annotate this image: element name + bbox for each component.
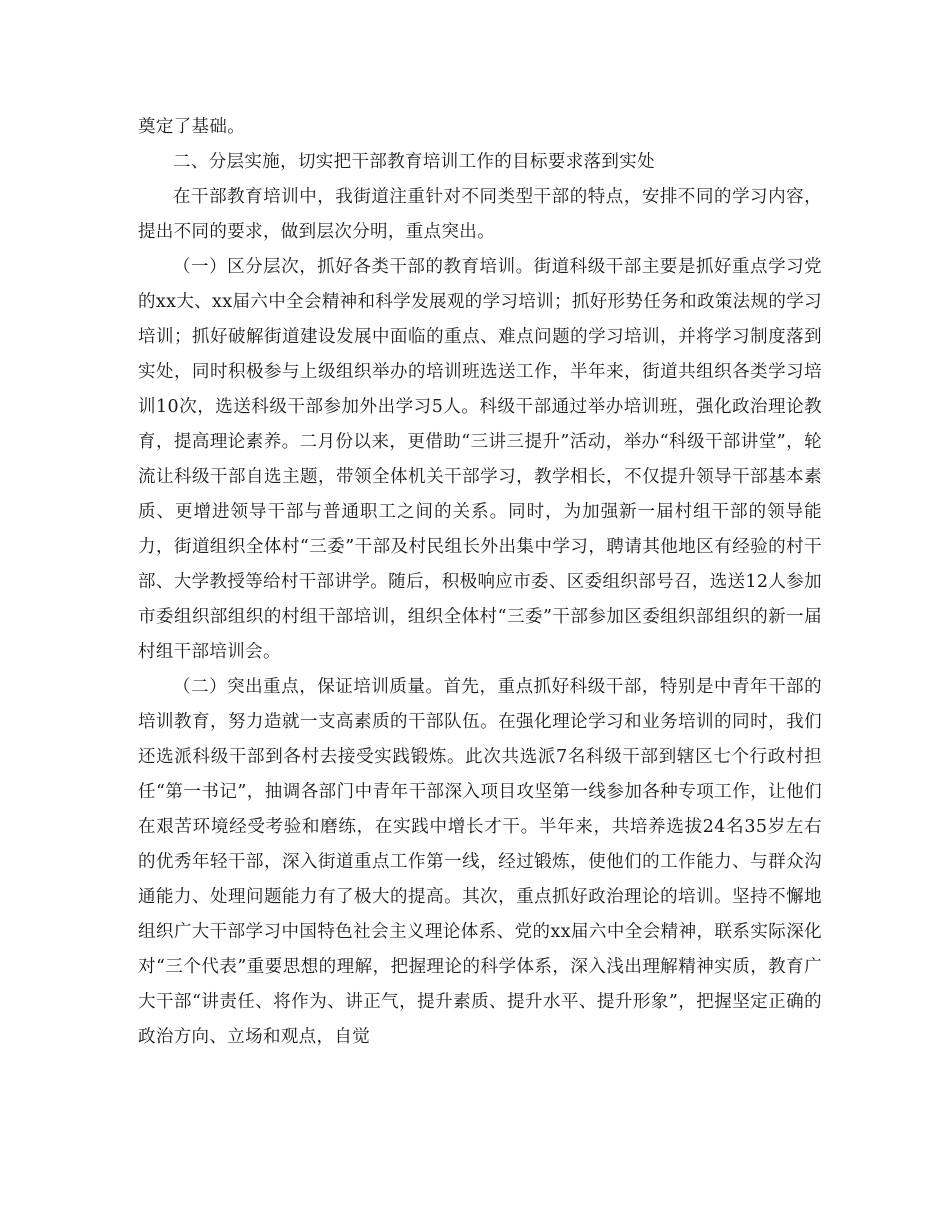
paragraph-key-points: （二）突出重点，保证培训质量。首先，重点抓好科级干部，特别是中青年干部的培训教育，努力造就一支高素质的干部队伍。在强化理论学习和业务培训的同时，我们还选派科级干部到各村去接受实践锻炼。此次共选派7名科级干部到辖区七个行政村担任“第一书记”，抽调各部门中青年干部深入项目攻坚第一线参加各种专项工作，让他们在艰苦环境经受考验和磨练，在实践中增长才干。半年来，共培养选拔24名35岁左右的优秀年轻干部，深入街道重点工作第一线，经过锻炼，使他们的工作能力、与群众沟通能力、处理问题能力有了极大的提高。其次，重点抓好政治理论的培训。坚持不懈地组织广大干部学习中国特色社会主义理论体系、党的xx届六中全会精神，联系实际深化对“三个代表”重要思想的理解，把握理论的科学体系，深入浅出理解精神实质，教育广大干部“讲责任、将作为、讲正气，提升素质、提升水平、提升形象”，把握坚定正确的政治方向、立场和观点，自觉 bbox=[138, 677, 822, 1047]
document-body bbox=[138, 110, 822, 1055]
paragraph-layered-training: （一）区分层次，抓好各类干部的教育培训。街道科级干部主要是抓好重点学习党的xx大、xx届六中全会精神和科学发展观的学习培训；抓好形势任务和政策法规的学习培训；抓好破解街道建设发展中面临的重点、难点问题的学习培训，并将学习制度落到实处，同时积极参与上级组织举办的培训班选送工作，半年来，街道共组织各类学习培训10次，选送科级干部参加外出学习5人。科级干部通过举办培训班，强化政治理论教育，提高理论素养。二月份以来，更借助“三讲三提升”活动，举办“科级干部讲堂”，轮流让科级干部自选主题，带领全体机关干部学习，教学相长，不仅提升领导干部基本素质、更增进领导干部与普通职工之间的关系。同时，为加强新一届村组干部的领导能力，街道组织全体村“三委”干部及村民组长外出集中学习，聘请其他地区有经验的村干部、大学教授等给村干部讲学。随后，积极响应市委、区委组织部号召，选送12人参加市委组织部组织的村组干部培训，组织全体村“三委”干部参加区委组织部组织的新一届村组干部培训会。 bbox=[138, 257, 822, 662]
section-heading: 二、分层实施，切实把干部教育培训工作的目标要求落到实处 bbox=[173, 152, 655, 172]
paragraph-continuation: 奠定了基础。 bbox=[138, 117, 246, 137]
paragraph-intro: 在干部教育培训中，我街道注重针对不同类型干部的特点，安排不同的学习内容，提出不同的要求，做到层次分明，重点突出。 bbox=[138, 187, 822, 242]
